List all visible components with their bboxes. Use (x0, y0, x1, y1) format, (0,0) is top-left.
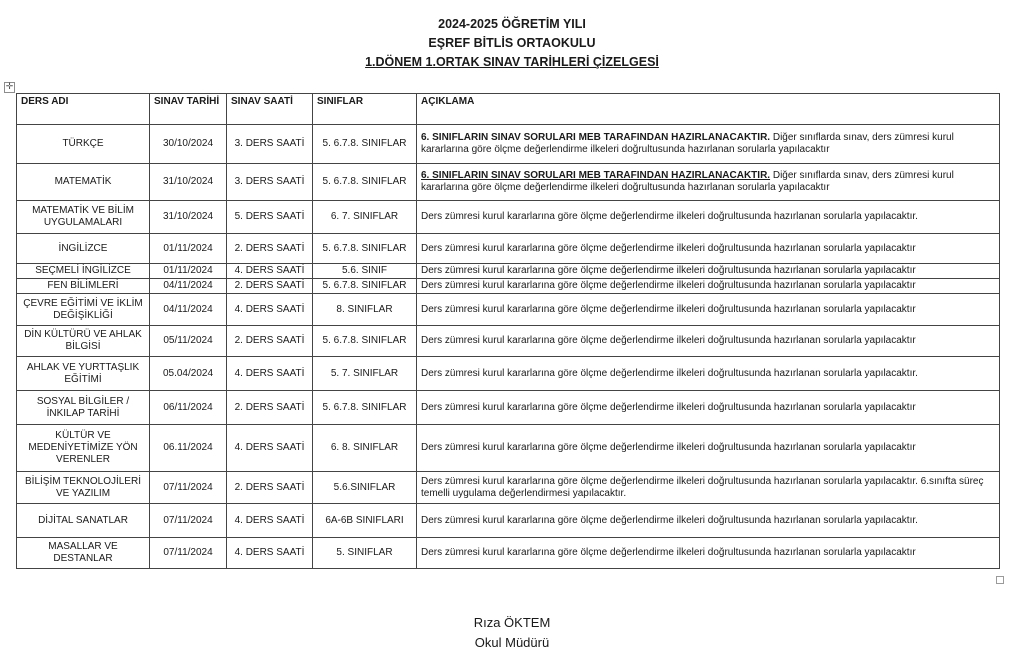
saat-cell: 4. DERS SAATİ (227, 504, 313, 538)
tarih-cell: 01/11/2024 (150, 264, 227, 279)
saat-cell: 3. DERS SAATİ (227, 125, 313, 164)
table-row (17, 472, 1000, 504)
school-year-title: 2024-2025 ÖĞRETİM YILI (438, 17, 586, 31)
saat-cell: 3. DERS SAATİ (227, 164, 313, 201)
tarih-cell: 07/11/2024 (150, 504, 227, 538)
table-row (17, 264, 1000, 279)
aciklama-cell: Ders zümresi kurul kararlarına göre ölçme değerlendirme ilkeleri doğrultusunda hazırlanan sorularla yapılacaktır (417, 538, 1000, 569)
siniflar-cell: 5. 7. SINIFLAR (313, 357, 417, 391)
aciklama-cell: Ders zümresi kurul kararlarına göre ölçme değerlendirme ilkeleri doğrultusunda hazırlanan sorularla yapılacaktır. (417, 357, 1000, 391)
table-row (17, 357, 1000, 391)
saat-cell: 2. DERS SAATİ (227, 279, 313, 294)
header-sinav-saati: SINAV SAATİ (227, 94, 313, 125)
siniflar-cell: 5. SINIFLAR (313, 538, 417, 569)
ders-adi-cell: FEN BİLİMLERİ (17, 279, 150, 294)
ders-adi-cell: SOSYAL BİLGİLER /İNKILAP TARİHİ (17, 391, 150, 425)
aciklama-cell: Ders zümresi kurul kararlarına göre ölçme değerlendirme ilkeleri doğrultusunda hazırlanan sorularla yapılacaktır. 6.sınıfta süreç temelli uygulama değerlendirmesi yapılacaktır. (417, 472, 1000, 504)
aciklama-cell: Ders zümresi kurul kararlarına göre ölçme değerlendirme ilkeleri doğrultusunda hazırlanan sorularla yapılacaktır (417, 234, 1000, 264)
siniflar-cell: 6A-6B SINIFLARI (313, 504, 417, 538)
ders-adi-cell: TÜRKÇE (17, 125, 150, 164)
table-row (17, 425, 1000, 472)
ders-adi-cell: MATEMATİK (17, 164, 150, 201)
ders-adi-cell: BİLİŞİM TEKNOLOJİLERİ VE YAZILIM (17, 472, 150, 504)
siniflar-cell: 5. 6.7.8. SINIFLAR (313, 391, 417, 425)
saat-cell: 4. DERS SAATİ (227, 538, 313, 569)
tarih-cell: 05.04/2024 (150, 357, 227, 391)
table-row (17, 538, 1000, 569)
ders-adi-cell: KÜLTÜR VE MEDENİYETİMİZE YÖN VERENLER (17, 425, 150, 472)
siniflar-cell: 5.6.SINIFLAR (313, 472, 417, 504)
saat-cell: 4. DERS SAATİ (227, 425, 313, 472)
table-row (17, 504, 1000, 538)
aciklama-cell (417, 164, 1000, 201)
saat-cell: 5. DERS SAATİ (227, 201, 313, 234)
siniflar-cell: 5. 6.7.8. SINIFLAR (313, 326, 417, 357)
aciklama-cell: Ders zümresi kurul kararlarına göre ölçme değerlendirme ilkeleri doğrultusunda hazırlanan sorularla yapılacaktır (417, 425, 1000, 472)
ders-adi-cell: AHLAK VE YURTTAŞLIK EĞİTİMİ (17, 357, 150, 391)
tarih-cell: 04/11/2024 (150, 279, 227, 294)
aciklama-cell: Ders zümresi kurul kararlarına göre ölçme değerlendirme ilkeleri doğrultusunda hazırlanan sorularla yapılacaktır (417, 294, 1000, 326)
header-ders-adi: DERS ADI (17, 94, 150, 125)
aciklama-cell (417, 125, 1000, 164)
table-row (17, 326, 1000, 357)
aciklama-cell: Ders zümresi kurul kararlarına göre ölçme değerlendirme ilkeleri doğrultusunda hazırlanan sorularla yapılacaktır. (417, 504, 1000, 538)
ders-adi-cell: DİJİTAL SANATLAR (17, 504, 150, 538)
table-resize-handle-icon[interactable] (996, 576, 1004, 584)
tarih-cell: 05/11/2024 (150, 326, 227, 357)
tarih-cell: 06.11/2024 (150, 425, 227, 472)
ders-adi-cell: DİN KÜLTÜRÜ VE AHLAK BİLGİSİ (17, 326, 150, 357)
header-sinav-tarihi: SINAV TARİHİ (150, 94, 227, 125)
signature-block (0, 613, 1024, 653)
tarih-cell: 01/11/2024 (150, 234, 227, 264)
saat-cell: 4. DERS SAATİ (227, 294, 313, 326)
principal-name: Rıza ÖKTEM (473, 615, 551, 630)
table-row (17, 164, 1000, 201)
saat-cell: 2. DERS SAATİ (227, 234, 313, 264)
table-move-handle-icon[interactable]: ✛ (5, 82, 14, 92)
aciklama-cell: Ders zümresi kurul kararlarına göre ölçme değerlendirme ilkeleri doğrultusunda hazırlanan sorularla yapılacaktır (417, 279, 1000, 294)
aciklama-cell: Ders zümresi kurul kararlarına göre ölçme değerlendirme ilkeleri doğrultusunda hazırlanan sorularla yapılacaktır (417, 326, 1000, 357)
table-row (17, 234, 1000, 264)
ders-adi-cell: ÇEVRE EĞİTİMİ VE İKLİM DEĞİŞİKLİĞİ (17, 294, 150, 326)
ders-adi-cell: SEÇMELİ İNGİLİZCE (17, 264, 150, 279)
school-name-title: EŞREF BİTLİS ORTAOKULU (428, 36, 596, 50)
saat-cell: 2. DERS SAATİ (227, 391, 313, 425)
siniflar-cell: 5. 6.7.8. SINIFLAR (313, 164, 417, 201)
header-siniflar: SINIFLAR (313, 94, 417, 125)
saat-cell: 4. DERS SAATİ (227, 264, 313, 279)
tarih-cell: 04/11/2024 (150, 294, 227, 326)
aciklama-text: Diğer sınıflarda sınav, ders zümresi kurul kararlarına göre ölçme değerlendirme ilkeleri doğrultusunda hazırlanan sorularla yapılacaktır (421, 132, 954, 155)
tarih-cell: 30/10/2024 (150, 125, 227, 164)
tarih-cell: 07/11/2024 (150, 538, 227, 569)
table-row (17, 279, 1000, 294)
table-header-row (17, 94, 1000, 125)
table-row (17, 125, 1000, 164)
aciklama-cell: Ders zümresi kurul kararlarına göre ölçme değerlendirme ilkeleri doğrultusunda hazırlanan sorularla yapılacaktır (417, 264, 1000, 279)
table-row (17, 391, 1000, 425)
aciklama-cell: Ders zümresi kurul kararlarına göre ölçme değerlendirme ilkeleri doğrultusunda hazırlanan sorularla yapılacaktır. (417, 201, 1000, 234)
principal-title: Okul Müdürü (474, 635, 550, 650)
aciklama-cell: Ders zümresi kurul kararlarına göre ölçme değerlendirme ilkeleri doğrultusunda hazırlanan sorularla yapılacaktır (417, 391, 1000, 425)
exam-schedule-title: 1.DÖNEM 1.ORTAK SINAV TARİHLERİ ÇİZELGESİ (365, 55, 659, 69)
aciklama-lead: 6. SINIFLARIN SINAV SORULARI MEB TARAFINDAN HAZIRLANACAKTIR. (421, 132, 771, 143)
ders-adi-cell: MATEMATİK VE BİLİM UYGULAMALARI (17, 201, 150, 234)
siniflar-cell: 5. 6.7.8. SINIFLAR (313, 125, 417, 164)
siniflar-cell: 5. 6.7.8. SINIFLAR (313, 234, 417, 264)
tarih-cell: 31/10/2024 (150, 201, 227, 234)
table-row (17, 294, 1000, 326)
siniflar-cell: 5. 6.7.8. SINIFLAR (313, 279, 417, 294)
ders-adi-cell: İNGİLİZCE (17, 234, 150, 264)
aciklama-lead: 6. SINIFLARIN SINAV SORULARI MEB TARAFINDAN HAZIRLANACAKTIR. (421, 170, 771, 181)
saat-cell: 2. DERS SAATİ (227, 472, 313, 504)
aciklama-text: Diğer sınıflarda sınav, ders zümresi kurul kararlarına göre ölçme değerlendirme ilkeleri doğrultusunda hazırlanan sorularla yapılacaktır (421, 170, 954, 193)
siniflar-cell: 6. 7. SINIFLAR (313, 201, 417, 234)
tarih-cell: 31/10/2024 (150, 164, 227, 201)
table-row (17, 201, 1000, 234)
tarih-cell: 07/11/2024 (150, 472, 227, 504)
ders-adi-cell: MASALLAR VE DESTANLAR (17, 538, 150, 569)
siniflar-cell: 6. 8. SINIFLAR (313, 425, 417, 472)
header-aciklama: AÇIKLAMA (417, 94, 1000, 125)
siniflar-cell: 5.6. SINIF (313, 264, 417, 279)
exam-schedule-table (16, 93, 1000, 569)
saat-cell: 4. DERS SAATİ (227, 357, 313, 391)
tarih-cell: 06/11/2024 (150, 391, 227, 425)
document-header (0, 15, 1024, 72)
siniflar-cell: 8. SINIFLAR (313, 294, 417, 326)
saat-cell: 2. DERS SAATİ (227, 326, 313, 357)
